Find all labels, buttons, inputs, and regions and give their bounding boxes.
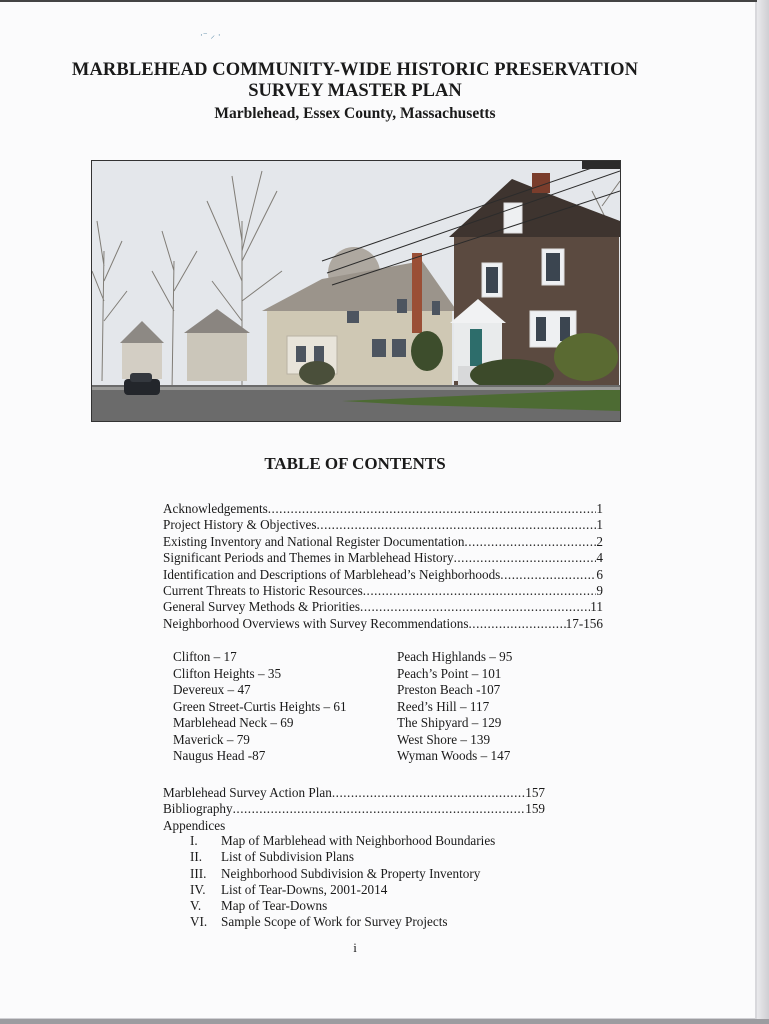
toc-heading: TABLE OF CONTENTS (264, 454, 446, 473)
neighborhood-list-right (397, 649, 512, 765)
toc-entry-label: Project History & Objectives (163, 517, 317, 533)
toc-entry (163, 534, 603, 550)
scan-bottom-edge (0, 1019, 769, 1024)
toc-entry-label: Bibliography (163, 801, 233, 817)
toc-list (163, 501, 603, 632)
toc-entry-page: 159 (525, 801, 545, 817)
appendix-entry (190, 898, 495, 914)
scan-mark: ·⁻ ⸝ · (200, 31, 221, 41)
neighborhood-entry: Preston Beach -107 (397, 682, 501, 697)
toc-entry-page: 6 (596, 566, 603, 582)
toc-entry (163, 785, 545, 801)
toc-entry-label: Acknowledgements (163, 501, 268, 516)
appendices-list (190, 833, 495, 931)
appendix-number: III. (190, 865, 207, 881)
toc-entry-page: 9 (596, 583, 603, 599)
toc-leader (500, 567, 596, 583)
neighborhood-entry: The Shipyard – 129 (397, 715, 502, 730)
page-number: i (353, 940, 357, 955)
appendix-label: Map of Tear-Downs (221, 898, 328, 914)
toc-leader (316, 517, 596, 533)
appendices-heading: Appendices (163, 818, 226, 833)
toc-entry (163, 517, 603, 533)
document-title: MARBLEHEAD COMMUNITY-WIDE HISTORIC PRESERVATION (71, 60, 639, 80)
toc-leader (233, 801, 526, 817)
appendix-label: Map of Marblehead with Neighborhood Boundaries (221, 833, 496, 848)
toc-entry-page: 157 (525, 785, 545, 800)
toc-leader (464, 534, 596, 550)
appendix-number: II. (190, 849, 203, 865)
neighborhood-list-left (173, 649, 347, 765)
neighborhood-entry: West Shore – 139 (397, 731, 491, 747)
toc-entry-label: Identification and Descriptions of Marblehead’s Neighborhoods (163, 566, 501, 582)
toc-entry-page: 17-156 (565, 615, 603, 631)
appendix-label: Neighborhood Subdivision & Property Inventory (221, 865, 481, 881)
street-photo (91, 160, 621, 422)
toc-entry (163, 550, 603, 566)
toc-entry-page: 1 (596, 517, 603, 533)
neighborhood-entry: Peach’s Point – 101 (397, 665, 502, 681)
neighborhood-entry: Reed’s Hill – 117 (397, 698, 490, 714)
document-subtitle: Marblehead, Essex County, Massachusetts (214, 105, 496, 122)
toc-entry (163, 501, 603, 517)
toc-entry (163, 801, 545, 817)
toc-leader (332, 785, 525, 801)
appendix-number: I. (190, 833, 198, 848)
appendix-entry (190, 866, 495, 882)
appendix-entry (190, 914, 495, 930)
neighborhood-entry: Devereux – 47 (173, 682, 251, 697)
toc-entry-label: Current Threats to Historic Resources (163, 583, 363, 599)
toc-entry (163, 583, 603, 599)
toc-entry-label: Significant Periods and Themes in Marblehead History (163, 550, 454, 566)
neighborhood-entry: Naugus Head -87 (173, 748, 266, 763)
scan-top-edge (0, 0, 769, 2)
appendix-number: V. (190, 898, 202, 914)
neighborhood-entry: Clifton Heights – 35 (173, 665, 282, 681)
toc-leader (363, 583, 597, 599)
neighborhood-entry: Maverick – 79 (173, 731, 250, 747)
toc-entry-page: 4 (596, 550, 603, 566)
toc-entry-label: Neighborhood Overviews with Survey Recommendations (163, 615, 469, 631)
appendix-entry (190, 849, 495, 865)
neighborhood-entry: Green Street-Curtis Heights – 61 (173, 698, 347, 714)
scan-right-edge (757, 0, 769, 1024)
toc-leader (268, 501, 597, 517)
appendix-label: Sample Scope of Work for Survey Projects (221, 914, 448, 930)
appendix-label: List of Tear-Downs, 2001-2014 (221, 881, 388, 897)
toc-leader (468, 616, 565, 632)
toc-entry-label: Marblehead Survey Action Plan (163, 785, 332, 800)
appendix-entry (190, 833, 495, 849)
appendix-label: List of Subdivision Plans (221, 849, 354, 865)
toc-entry-page: 1 (596, 501, 603, 516)
toc-list-end (163, 785, 545, 818)
document-title-line2: SURVEY MASTER PLAN (248, 81, 462, 101)
toc-entry-label: Existing Inventory and National Register Documentation (163, 533, 465, 549)
appendix-entry (190, 882, 495, 898)
neighborhood-entry: Clifton – 17 (173, 649, 237, 664)
toc-leader (360, 599, 590, 615)
toc-leader (454, 550, 597, 566)
appendix-number: VI. (190, 914, 208, 930)
neighborhood-entry: Peach Highlands – 95 (397, 649, 513, 664)
toc-entry-page: 2 (596, 533, 603, 549)
toc-entry-page: 11 (590, 599, 603, 615)
appendix-number: IV. (190, 881, 206, 897)
street-photo-illustration (92, 161, 620, 421)
neighborhood-entry: Wyman Woods – 147 (397, 748, 511, 763)
neighborhood-entry: Marblehead Neck – 69 (173, 715, 294, 730)
toc-entry-label: General Survey Methods & Priorities (163, 599, 361, 615)
toc-entry (163, 616, 603, 632)
toc-entry (163, 599, 603, 615)
toc-entry (163, 567, 603, 583)
